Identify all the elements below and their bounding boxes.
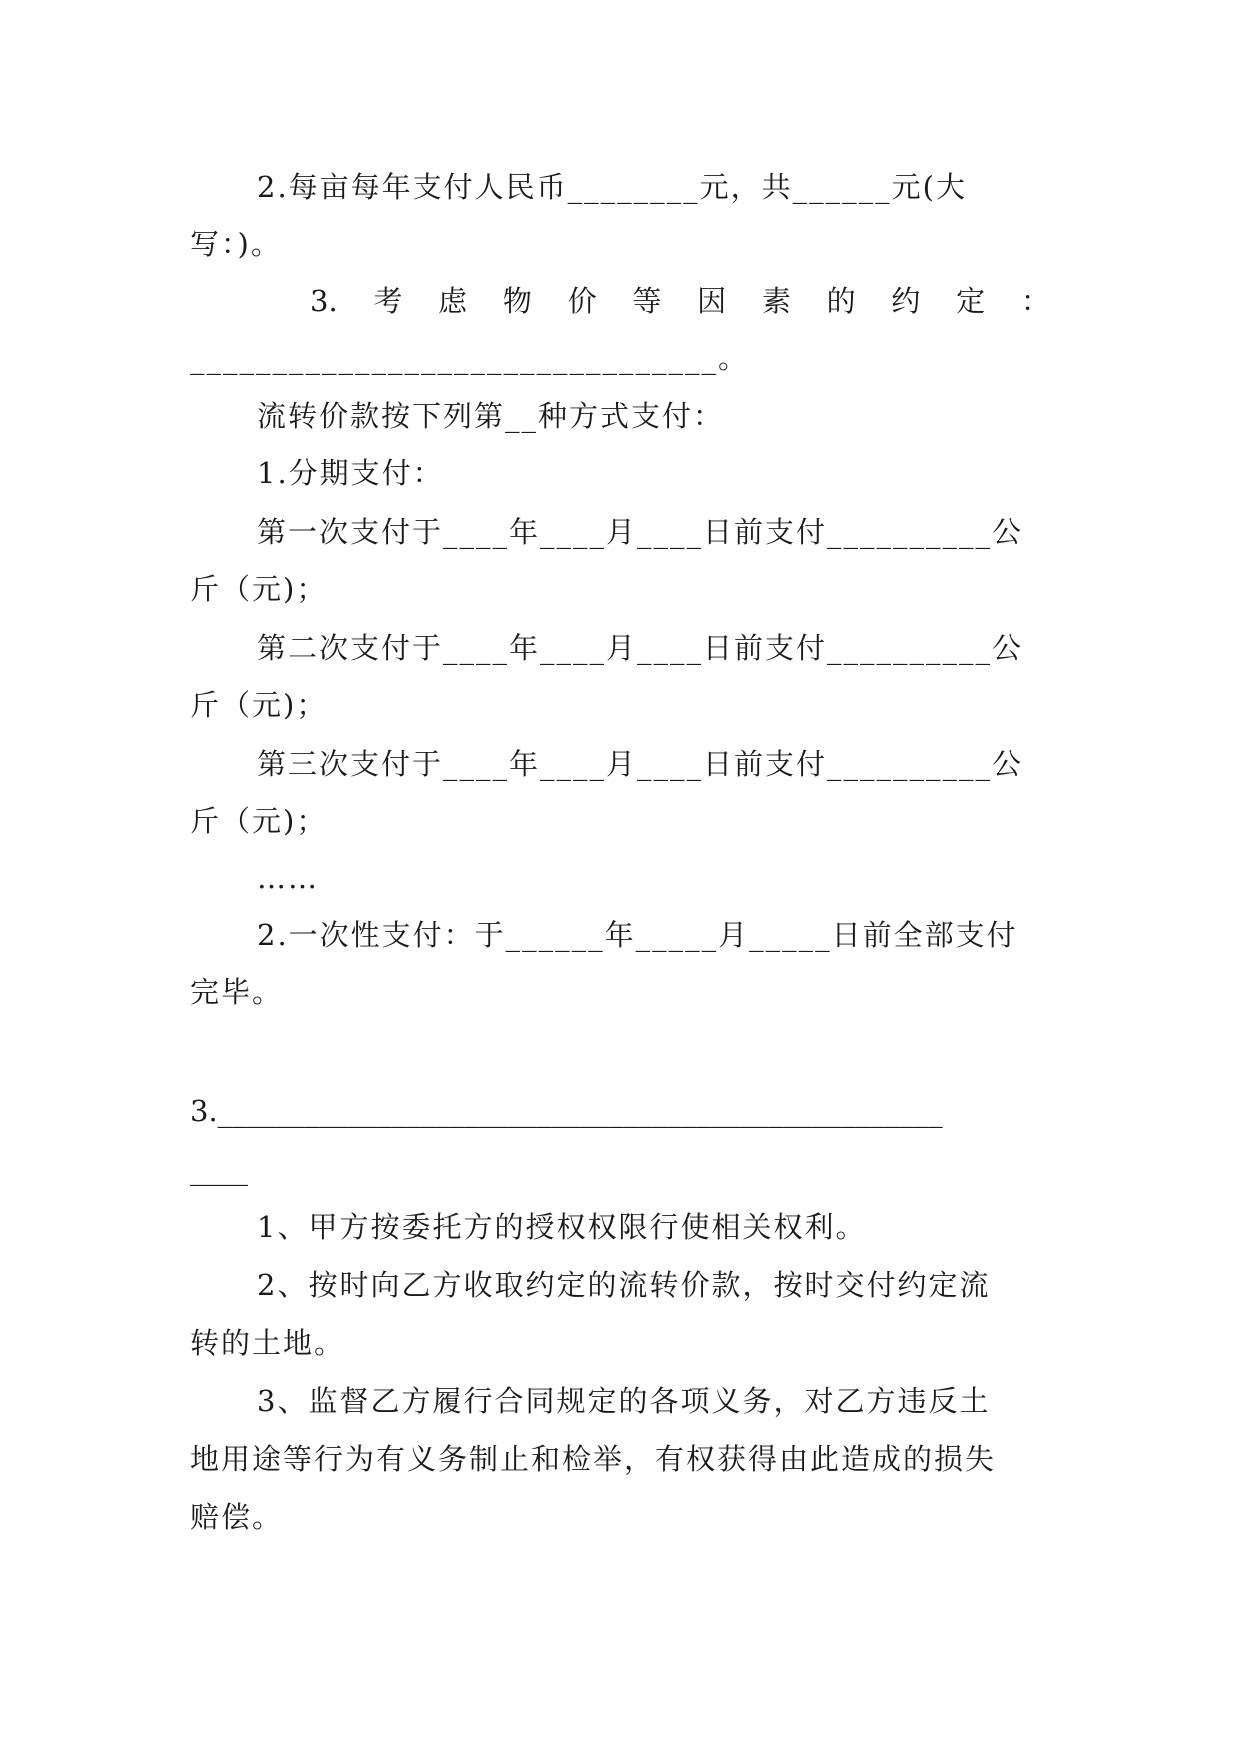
text-line: 写：)。 xyxy=(190,227,282,261)
text-line: 流转价款按下列第__种方式支付： xyxy=(257,399,725,433)
text-char: 物 xyxy=(502,284,532,318)
text-line: ________________________________。 xyxy=(190,341,750,375)
text-line: 3.__________________________________________________ xyxy=(190,1094,943,1128)
text-line: 2、按时向乙方收取约定的流转价款，按时交付约定流 xyxy=(257,1268,991,1302)
text-line: 第三次支付于____年____月____日前支付__________公 xyxy=(257,747,1024,781)
text-char: 约 xyxy=(891,284,921,318)
text-line: 地用途等行为有义务制止和检举，有权获得由此造成的损失 xyxy=(190,1442,997,1476)
text-char: 的 xyxy=(826,284,856,318)
text-line-spread xyxy=(310,281,1050,321)
text-line: 2.每亩每年支付人民币________元，共______元(大 xyxy=(257,170,967,204)
text-char: 等 xyxy=(632,284,662,318)
text-line: 转的土地。 xyxy=(190,1326,346,1360)
text-line: …… xyxy=(257,861,319,895)
text-char: 虑 xyxy=(438,284,468,318)
text-line: 3、监督乙方履行合同规定的各项义务，对乙方违反土 xyxy=(257,1384,991,1418)
text-line: ____ xyxy=(190,1152,248,1186)
text-line: 1、甲方按委托方的授权权限行使相关权利。 xyxy=(257,1210,867,1244)
text-line: 斤（元)； xyxy=(190,804,328,838)
text-char: 定 xyxy=(956,284,986,318)
text-line: 第二次支付于____年____月____日前支付__________公 xyxy=(257,631,1024,665)
text-line: 斤（元)； xyxy=(190,688,328,722)
text-char: 因 xyxy=(697,284,727,318)
text-line: 1.分期支付： xyxy=(257,456,444,490)
text-char: 考 xyxy=(373,284,403,318)
text-line: 赔偿。 xyxy=(190,1500,284,1534)
text-char: 价 xyxy=(567,284,597,318)
text-line: 第一次支付于____年____月____日前支付__________公 xyxy=(257,515,1024,549)
text-char: 素 xyxy=(761,284,791,318)
text-char: ： xyxy=(1020,284,1050,318)
text-line: 斤（元)； xyxy=(190,572,328,606)
text-char: 3. xyxy=(310,284,338,318)
text-line: 完毕。 xyxy=(190,975,284,1009)
text-line: 2.一次性支付：于______年_____月_____日前全部支付 xyxy=(257,918,1018,952)
